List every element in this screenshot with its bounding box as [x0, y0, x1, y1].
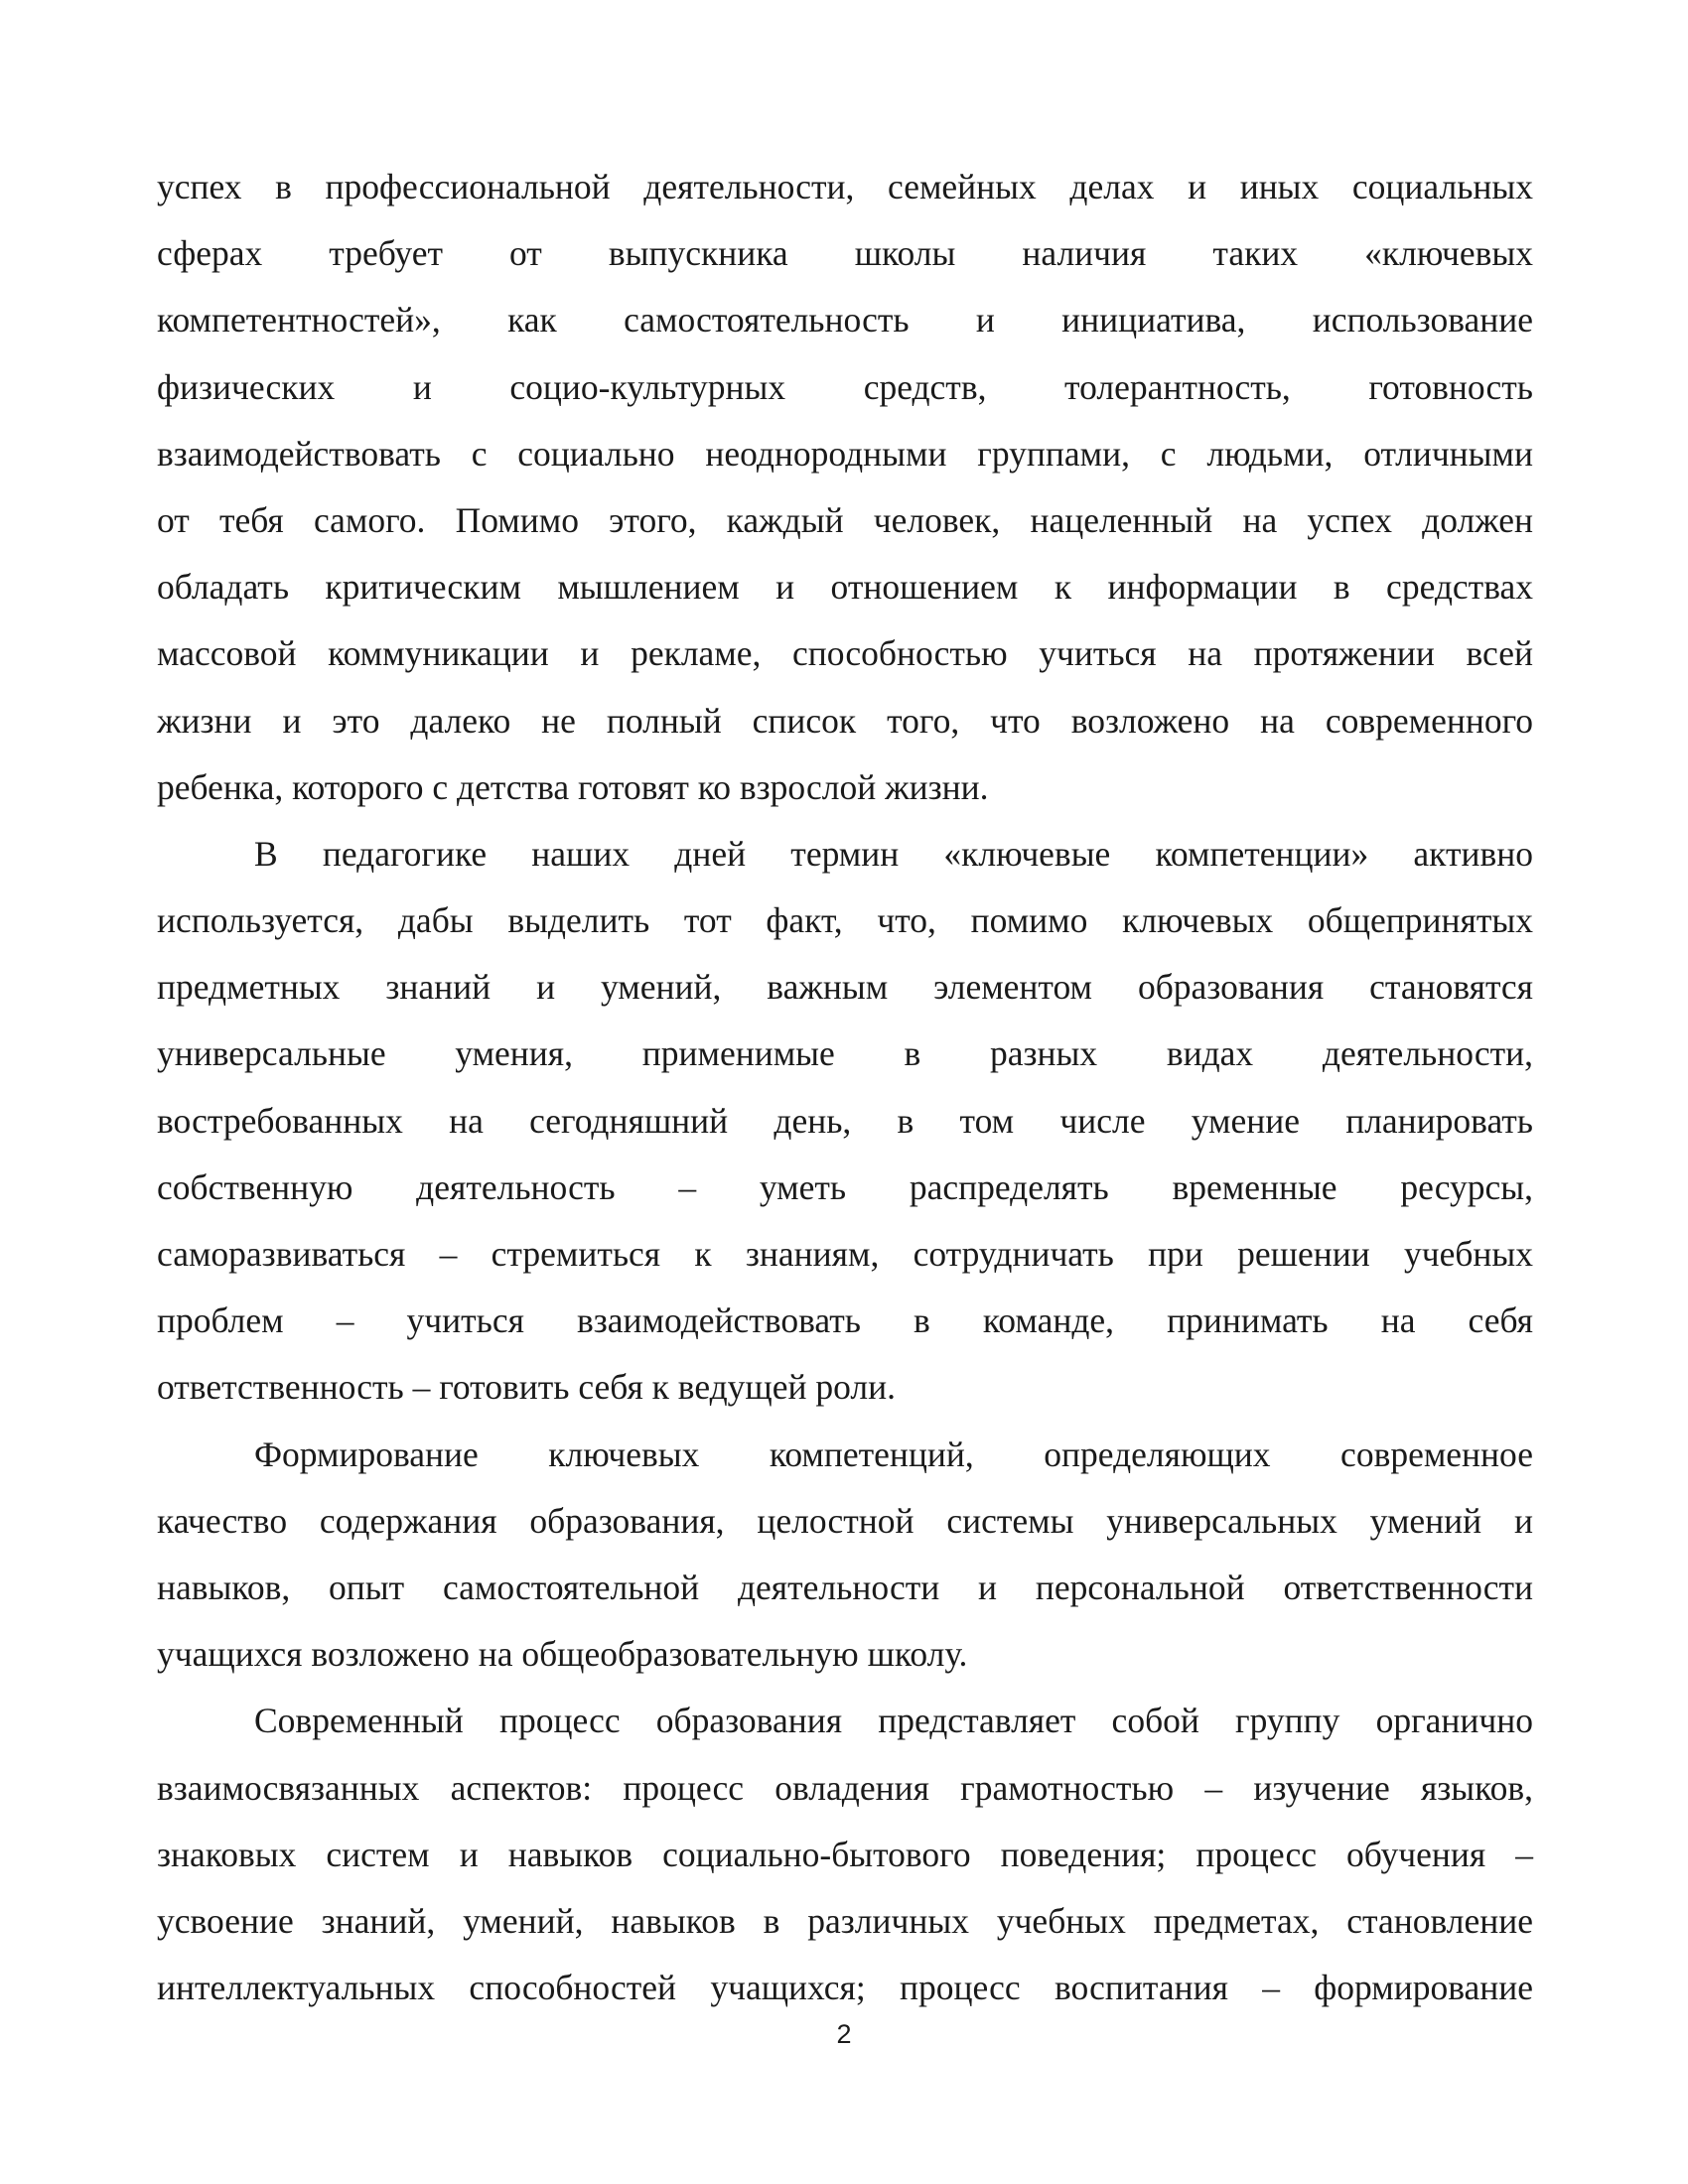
text-line: ребенка, которого с детства готовят ко взрослой жизни. — [157, 766, 989, 807]
text-line: универсальные умения, применимые в разных видах деятельности, — [157, 1033, 1533, 1074]
paragraph-first-line: В педагогике наших дней термин «ключевые компетенции» активно — [254, 833, 1533, 874]
text-line: усвоение знаний, умений, навыков в различных учебных предметах, становление — [157, 1900, 1533, 1941]
text-line: собственную деятельность – уметь распределять временные ресурсы, — [157, 1166, 1533, 1207]
text-line: востребованных на сегодняшний день, в том числе умение планировать — [157, 1100, 1533, 1141]
text-line: массовой коммуникации и рекламе, способностью учиться на протяжении всей — [157, 633, 1533, 674]
text-line: знаковых систем и навыков социально-бытового поведения; процесс обучения – — [157, 1834, 1533, 1874]
paragraph-first-line: Формирование ключевых компетенций, определяющих современное — [254, 1433, 1533, 1474]
text-line: жизни и это далеко не полный список того, что возложено на современного — [157, 700, 1533, 741]
text-line: качество содержания образования, целостной системы универсальных умений и — [157, 1500, 1533, 1541]
text-line: предметных знаний и умений, важным элементом образования становятся — [157, 967, 1533, 1008]
text-line: обладать критическим мышлением и отношением к информации в средствах — [157, 567, 1533, 608]
text-line: навыков, опыт самостоятельной деятельности и персональной ответственности — [157, 1567, 1533, 1607]
text-line: от тебя самого. Помимо этого, каждый человек, нацеленный на успех должен — [157, 499, 1533, 540]
text-line: интеллектуальных способностей учащихся; процесс воспитания – формирование — [157, 1968, 1533, 2008]
text-line: саморазвиваться – стремиться к знаниям, сотрудничать при решении учебных — [157, 1234, 1533, 1274]
text-line: ответственность – готовить себя к ведущей роли. — [157, 1367, 897, 1408]
text-line: успех в профессиональной деятельности, семейных делах и иных социальных — [157, 167, 1533, 206]
paragraph-first-line: Современный процесс образования представляет собой группу органично — [254, 1701, 1533, 1741]
page-number: 2 — [836, 2019, 852, 2049]
body-text — [157, 154, 1533, 2021]
text-line: взаимодействовать с социально неоднородными группами, с людьми, отличными — [157, 433, 1533, 474]
text-line: физических и социо-культурных средств, толерантность, готовность — [157, 366, 1533, 407]
text-line: проблем – учиться взаимодействовать в команде, принимать на себя — [157, 1300, 1533, 1341]
text-line: используется, дабы выделить тот факт, что, помимо ключевых общепринятых — [157, 900, 1533, 941]
text-line: учащихся возложено на общеобразовательную школу. — [157, 1634, 968, 1675]
text-line: взаимосвязанных аспектов: процесс овладения грамотностью – изучение языков, — [157, 1767, 1533, 1808]
text-line: компетентностей», как самостоятельность и инициатива, использование — [157, 300, 1533, 341]
text-line: сферах требует от выпускника школы наличия таких «ключевых — [157, 233, 1533, 274]
